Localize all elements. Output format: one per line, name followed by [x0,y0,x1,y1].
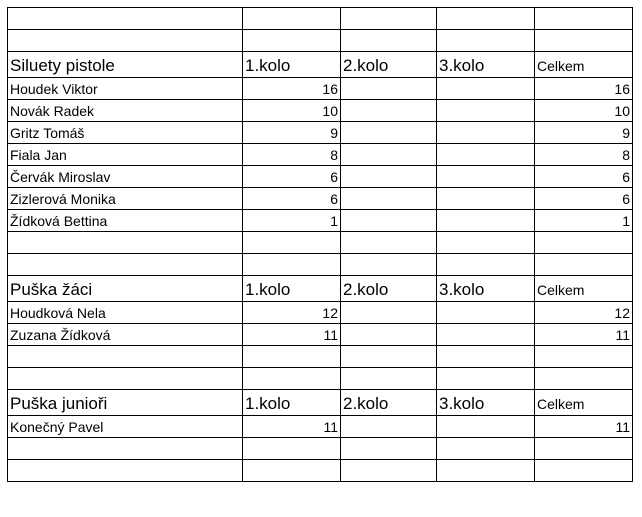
section-header-row [8,276,633,302]
competitor-name[interactable]: Fiala Jan [8,144,243,166]
total-score[interactable]: 1 [535,210,633,232]
table-row [8,100,633,122]
section-header-row [8,390,633,416]
section-header-row [8,52,633,78]
total-score[interactable]: 10 [535,100,633,122]
competitor-name[interactable]: Konečný Pavel [8,416,243,438]
round-3-score[interactable] [437,78,535,100]
round-1-score[interactable]: 12 [243,302,341,324]
total-score[interactable]: 16 [535,78,633,100]
total-header[interactable]: Celkem [535,276,633,302]
total-score[interactable]: 8 [535,144,633,166]
round-2-score[interactable] [341,302,437,324]
round-2-score[interactable] [341,122,437,144]
round-3-score[interactable] [437,324,535,346]
empty-row [8,368,633,390]
round-3-header[interactable]: 3.kolo [437,52,535,78]
round-3-score[interactable] [437,302,535,324]
round-2-score[interactable] [341,210,437,232]
section-title[interactable]: Siluety pistole [8,52,243,78]
round-2-header[interactable]: 2.kolo [341,276,437,302]
table-row [8,188,633,210]
round-1-header[interactable]: 1.kolo [243,276,341,302]
table-row [8,416,633,438]
table-row [8,166,633,188]
round-3-header[interactable]: 3.kolo [437,276,535,302]
competitor-name[interactable]: Houdek Viktor [8,78,243,100]
round-3-score[interactable] [437,144,535,166]
empty-row [8,232,633,254]
round-3-header[interactable]: 3.kolo [437,390,535,416]
round-2-header[interactable]: 2.kolo [341,52,437,78]
round-2-score[interactable] [341,100,437,122]
round-2-score[interactable] [341,188,437,210]
results-spreadsheet [7,7,633,482]
round-3-score[interactable] [437,122,535,144]
competitor-name[interactable]: Zizlerová Monika [8,188,243,210]
round-1-score[interactable]: 1 [243,210,341,232]
empty-row [8,30,633,52]
round-2-score[interactable] [341,144,437,166]
competitor-name[interactable]: Zuzana Žídková [8,324,243,346]
table-row [8,324,633,346]
round-1-score[interactable]: 6 [243,166,341,188]
round-2-score[interactable] [341,416,437,438]
round-3-score[interactable] [437,210,535,232]
section-title[interactable]: Puška junioři [8,390,243,416]
round-1-score[interactable]: 9 [243,122,341,144]
round-2-header[interactable]: 2.kolo [341,390,437,416]
round-2-score[interactable] [341,324,437,346]
total-score[interactable]: 6 [535,188,633,210]
round-1-score[interactable]: 11 [243,324,341,346]
round-1-header[interactable]: 1.kolo [243,390,341,416]
round-1-score[interactable]: 16 [243,78,341,100]
competitor-name[interactable]: Žídková Bettina [8,210,243,232]
empty-row [8,8,633,30]
empty-row [8,346,633,368]
round-1-score[interactable]: 11 [243,416,341,438]
section-title[interactable]: Puška žáci [8,276,243,302]
round-3-score[interactable] [437,100,535,122]
competitor-name[interactable]: Houdková Nela [8,302,243,324]
table-row [8,78,633,100]
empty-row [8,460,633,482]
round-1-score[interactable]: 6 [243,188,341,210]
total-score[interactable]: 6 [535,166,633,188]
total-score[interactable]: 12 [535,302,633,324]
total-header[interactable]: Celkem [535,52,633,78]
competitor-name[interactable]: Červák Miroslav [8,166,243,188]
table-row [8,210,633,232]
competitor-name[interactable]: Gritz Tomáš [8,122,243,144]
table-row [8,302,633,324]
round-3-score[interactable] [437,416,535,438]
empty-row [8,438,633,460]
competitor-name[interactable]: Novák Radek [8,100,243,122]
total-score[interactable]: 9 [535,122,633,144]
round-1-header[interactable]: 1.kolo [243,52,341,78]
total-score[interactable]: 11 [535,324,633,346]
round-1-score[interactable]: 8 [243,144,341,166]
round-1-score[interactable]: 10 [243,100,341,122]
round-2-score[interactable] [341,78,437,100]
round-3-score[interactable] [437,188,535,210]
total-header[interactable]: Celkem [535,390,633,416]
round-3-score[interactable] [437,166,535,188]
table-row [8,144,633,166]
table-row [8,122,633,144]
total-score[interactable]: 11 [535,416,633,438]
round-2-score[interactable] [341,166,437,188]
empty-row [8,254,633,276]
